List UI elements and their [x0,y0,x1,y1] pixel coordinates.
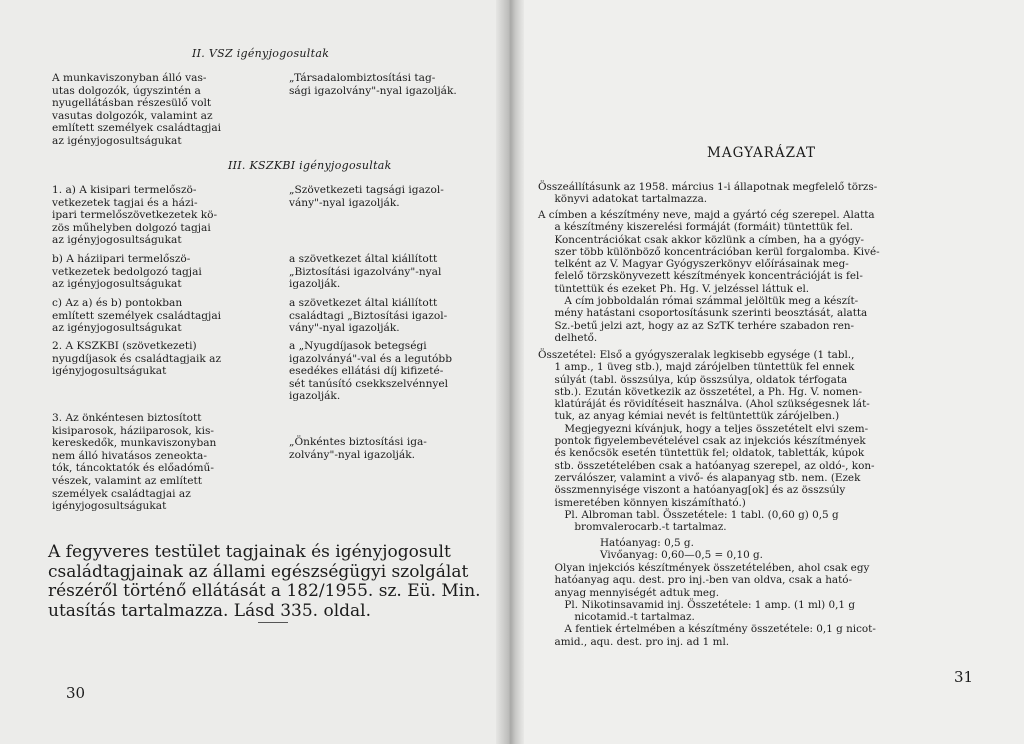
item-1b-left: b) A háziipari termelőszö- vetkezetek bedolgozó tagjai az igényjogosultságukat [52,253,202,291]
paragraph-intro: Összeállításunk az 1958. március 1-i állapotnak megfelelő törzs- könyvi adatokat tartalmazza. [538,181,878,206]
item-1c-right: a szövetkezet által kiállított családtagi „Biztosítási igazol- vány"-nyal igazolják. [289,297,448,335]
section-2-heading: II. VSZ igényjogosultak [192,47,330,60]
left-page [0,0,510,744]
page-number-right: 31 [954,668,974,686]
item-1b-right: a szövetkezet által kiállított „Biztosítási igazolvány"-nyal igazolják. [289,253,442,291]
book-gutter [496,0,524,744]
item-3-left: 3. Az önkéntesen biztosított kisiparosok, háziiparosok, kis- kereskedők, munkaviszonyban nem álló hivatásos zeneokta- tók, táncoktatók és előadómű- vészek, valamint az említett személyek családtagjai az igényjogosultságukat [52,412,217,513]
item-1a-right: „Szövetkezeti tagsági igazol- vány"-nyal igazolják. [289,184,444,209]
page-title: MAGYARÁZAT [707,145,817,161]
paragraph-injekcio: Olyan injekciós készítmények összetételében, ahol csak egy hatóanyag aqu. dest. pro inj.-ben van oldva, csak a ható- anyag mennyiségét adtuk meg. Pl. Nikotinsavamid inj. Összetétele: 1 amp. (1 ml) 0,1 g nicotamid.-t tartalmaz. A fentiek értelmében a készítmény összetétele: 0,1 g nicot- amid., aqu. dest. pro inj. ad 1 ml. [554,562,876,648]
item-2-left: 2. A KSZKBI (szövetkezeti) nyugdíjasok és családtagjaik az igényjogosultságukat [52,340,222,378]
item-1a-left: 1. a) A kisipari termelőszö- vetkezetek tagjai és a házi- ipari termelőszövetkezetek kö- zös műhelyben dolgozó tagjai az igényjogosultságukat [52,184,218,247]
paragraph-osszetetel: Összetétel: Első a gyógyszeralak legkisebb egysége (1 tabl., 1 amp., 1 üveg stb.), majd zárójelben tüntettük fel ennek súlyát (tabl. összsúlya, kúp összsúlya, oldatok térfogata stb.). Ezután következik az összetétel, a Ph. Hg. V. nomen- klatúráját és rövidítéseit használva. (Ahol szükségesnek lát- tuk, az anyag kémiai nevét is feltüntettük zárójelben.) Megjegyezni kívánjuk, hogy a teljes összetételt elvi szem- pontok figyelembevételével csak az injekciós készítmények és kenőcsök esetén tüntettük fel; oldatok, tabletták, kúpok stb. összetételében csak a hatóanyag szerepel, az oldó-, kon- zerválószer, valamint a vivő- és alapanyag stb. nem. (Ezek összmennyisége viszont a hatóanyag[ok] és az összsúly ismeretében könnyen kiszámítható.) Pl. Albroman tabl. Összetétele: 1 tabl. (0,60 g) 0,5 g bromvalerocarb.-t tartalmaz. [538,349,875,534]
page-number-left: 30 [66,684,86,702]
example-values: Hatóanyag: 0,5 g. Vivőanyag: 0,60—0,5 = 0,10 g. [600,537,763,562]
footnote: A fegyveres testület tagjainak és igényjogosult családtagjainak az állami egészségügyi szolgálat részéről történő ellátását a 182/1955. sz. Eü. Min. utasítás tartalmazza. Lásd 335. oldal. [48,542,481,621]
paragraph-cim: A címben a készítmény neve, majd a gyártó cég szerepel. Alatta a készítmény kiszerelési formáját (formáit) tüntettük fel. Koncentrációkat csak akkor közlünk a címben, ha a gyógy- szer több különböző koncentrációban kerül forgalomba. Kivé- telként az V. Magyar Gyógyszerkönyv előírásainak meg- felelő törzskönyvezett készítmények koncentrációját is fel- tüntettük és ezeket Ph. Hg. V. jelzéssel láttuk el. A cím jobboldalán római számmal jelöltük meg a készít- mény hatástani csoportosításunk szerinti beosztását, alatta Sz.-betű jelzi azt, hogy az az SzTK terhére szabadon ren- delhető. [538,209,880,344]
section-3-heading: III. KSZKBI igényjogosultak [228,159,392,172]
section-2-left-text: A munkaviszonyban álló vas- utas dolgozók, úgyszintén a nyugellátásban részesülő volt vasutas dolgozók, valamint az említett személyek családtagjai az igényjogosultságukat [52,72,222,147]
item-3-right: „Önkéntes biztosítási iga- zolvány"-nyal igazolják. [289,436,427,461]
item-2-right: a „Nyugdíjasok betegségi igazolványá"-val és a legutóbb esedékes ellátási díj kifizeté- sét tanúsító csekkszelvénnyel igazolják. [289,340,452,403]
item-1c-left: c) Az a) és b) pontokban említett személyek családtagjai az igényjogosultságukat [52,297,222,335]
section-2-right-text: „Társadalombiztosítási tag- sági igazolvány"-nyal igazolják. [289,72,457,97]
divider [258,622,288,623]
right-page [510,0,1024,744]
